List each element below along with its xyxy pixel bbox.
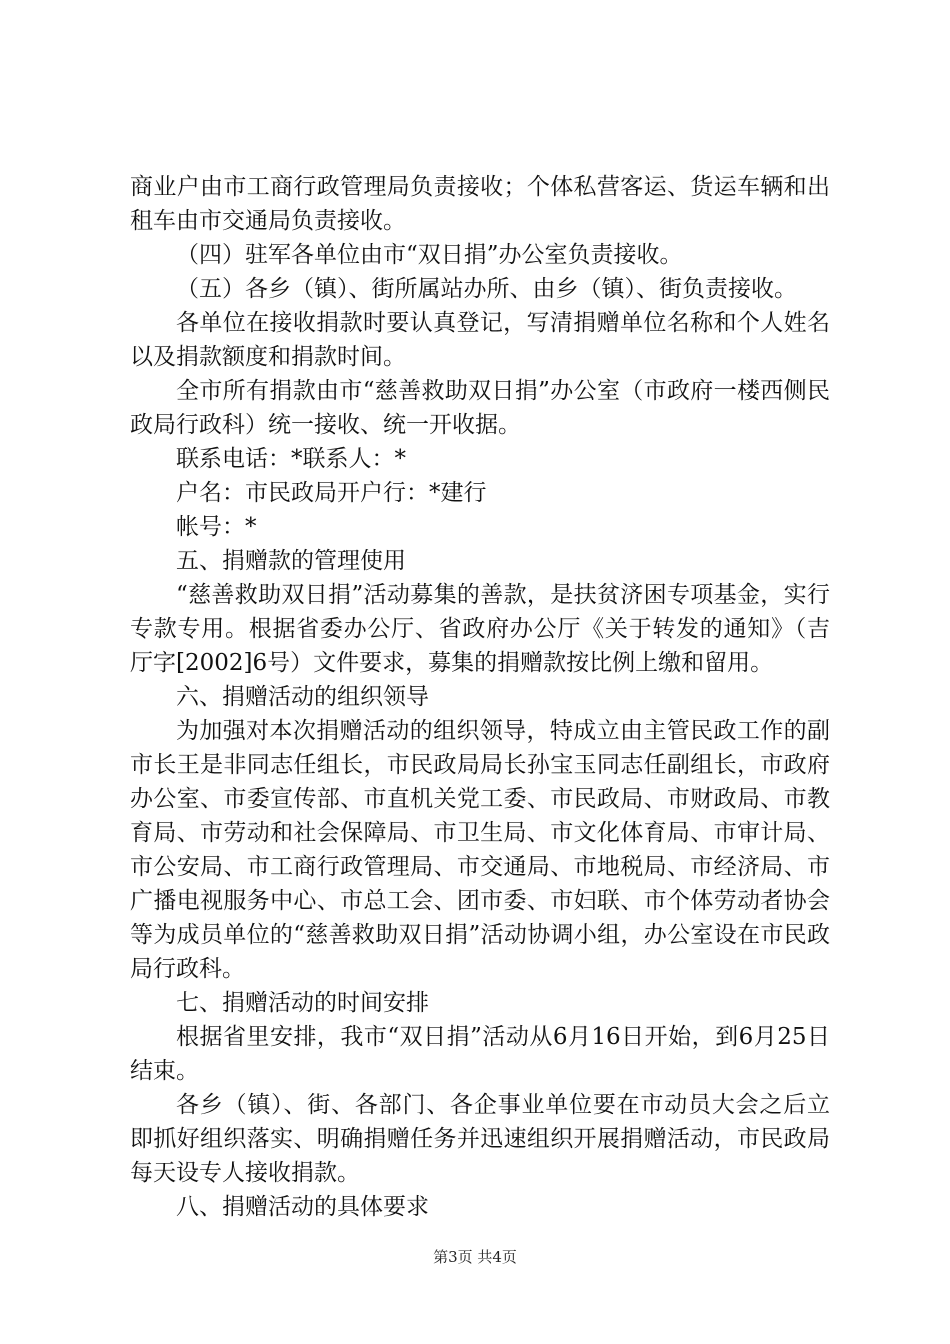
paragraph: 帐号：* [176, 514, 257, 540]
paragraph: 各单位在接收捐款时要认真登记，写清捐赠单位名称和个人姓名以及捐款额度和捐款时间。 [130, 310, 830, 370]
paragraph: “慈善救助双日捐”活动募集的善款，是扶贫济困专项基金，实行专款专用。根据省委办公厅、省政府办公厅《关于转发的通知》（吉厅字[2002]6号）文件要求，募集的捐赠款按比例上缴和留用。 [130, 582, 830, 676]
page-footer: 第3页 共4页 [433, 1248, 517, 1266]
paragraph: 六、捐赠活动的组织领导 [176, 684, 429, 710]
paragraph: 联系电话：*联系人：* [176, 446, 406, 472]
paragraph: 全市所有捐款由市“慈善救助双日捐”办公室（市政府一楼西侧民政局行政科）统一接收、统一开收据。 [130, 378, 830, 438]
paragraph: 根据省里安排，我市“双日捐”活动从6月16日开始，到6月25日结束。 [130, 1024, 830, 1084]
paragraph: （五）各乡（镇）、街所属站办所、由乡（镇）、街负责接收。 [176, 276, 797, 302]
paragraph: 八、捐赠活动的具体要求 [176, 1194, 429, 1220]
paragraph: 各乡（镇）、街、各部门、各企事业单位要在市动员大会之后立即抓好组织落实、明确捐赠任务并迅速组织开展捐赠活动，市民政局每天设专人接收捐款。 [130, 1092, 830, 1186]
paragraph: 七、捐赠活动的时间安排 [176, 990, 429, 1016]
paragraph: 商业户由市工商行政管理局负责接收；个体私营客运、货运车辆和出租车由市交通局负责接收。 [130, 174, 830, 234]
paragraph: （四）驻军各单位由市“双日捐”办公室负责接收。 [176, 242, 683, 268]
paragraph: 户名：市民政局开户行：*建行 [176, 480, 487, 506]
paragraph: 为加强对本次捐赠活动的组织领导，特成立由主管民政工作的副市长王是非同志任组长，市民政局局长孙宝玉同志任副组长，市政府办公室、市委宣传部、市直机关党工委、市民政局、市财政局、市教育局、市劳动和社会保障局、市卫生局、市文化体育局、市审计局、市公安局、市工商行政管理局、市交通局、市地税局、市经济局、市广播电视服务中心、市总工会、团市委、市妇联、市个体劳动者协会等为成员单位的“慈善救助双日捐”活动协调小组，办公室设在市民政局行政科。 [130, 718, 830, 982]
paragraph: 五、捐赠款的管理使用 [176, 548, 406, 574]
document-body [130, 170, 830, 1224]
